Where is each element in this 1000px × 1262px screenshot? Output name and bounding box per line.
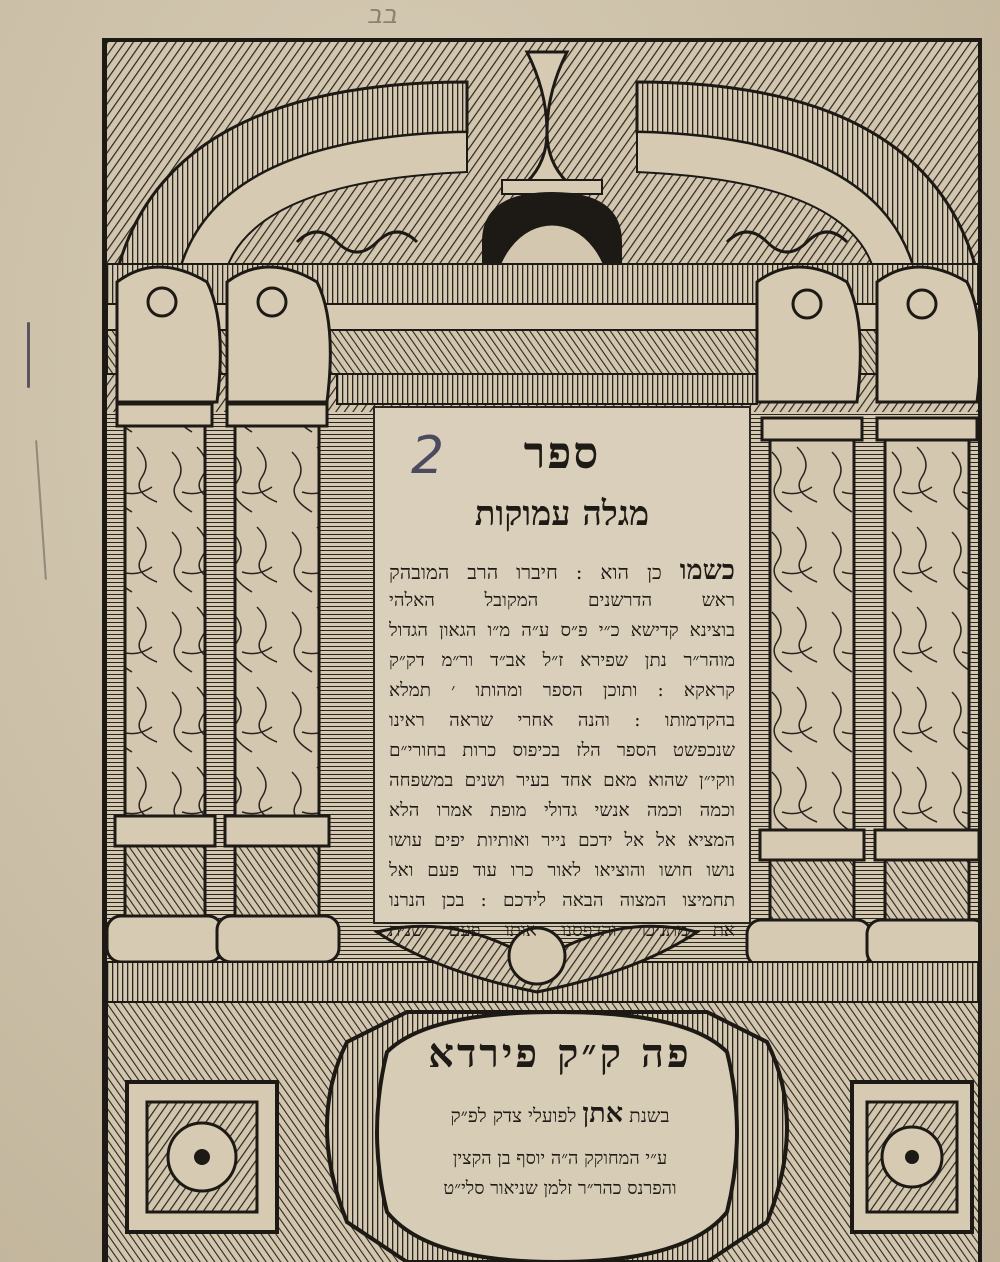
body-line: וכמה וכמה אנשי גדולי מופת אמרו הלא [389, 800, 735, 821]
imprint-place: פה ק״ק פירדא [428, 1030, 692, 1077]
imprint-cartouche [380, 1018, 740, 1238]
year-chronogram: אתן [582, 1098, 624, 1129]
body-line: את מתניכו והדפסנו אותו פעם שנית [389, 920, 735, 941]
book-title: מגלה עמוקות [474, 494, 650, 534]
title-text-panel [373, 406, 751, 941]
body-line: ווקי״ן שהוא מאם אחד בעיר ושנים במשפחה [389, 770, 735, 791]
printer-line: והפרנס כהר״ר זלמן שניאור סלי״ט [443, 1178, 677, 1199]
body-line: בוצינא קדישא כ״י פ״ס ע״ה מ״ו הגאון הגדול [389, 620, 735, 641]
body-lead-word: כשמו [679, 556, 735, 586]
body-line: שנכפשט הספר הלז בכיפוס כרות בחורי״ם [389, 740, 735, 761]
pencil-note-top: בב [366, 0, 398, 30]
body-line: תחמיצו המצוה הבאה לידכם : בכן הנרנו [389, 890, 735, 911]
body-line: בהקדמותו : והנה אחרי שראה ראינו [389, 710, 735, 731]
body-line: מוהר״ר נתן שפירא ז״ל אב״ד ור״מ דק״ק [389, 650, 735, 671]
imprint-year: בשנת אתן לפועלי צדק לפ״ק [450, 1098, 670, 1129]
printer-line: ע״י המחוקק ה״ה יוסף בן הקצין [452, 1148, 668, 1169]
heading-sefer: ספר [523, 428, 601, 479]
body-line: ראש הדרשנים המקובל האלהי [389, 590, 735, 611]
pencil-number: 2 [411, 426, 445, 486]
body-line: כשמו כן הוא : חיברו הרב המובהק [389, 556, 735, 586]
margin-pencil-mark [27, 322, 30, 388]
body-text [389, 556, 735, 946]
body-line: נושו חושו והוציאו לאור כרו עוד פעם ואל [389, 860, 735, 881]
body-line: המציא אל אל ידכם נייר ואותיות יפים עושו [389, 830, 735, 851]
body-line: קראקא : ותוכן הספר ומהותו ׳ תמלא [389, 680, 735, 701]
